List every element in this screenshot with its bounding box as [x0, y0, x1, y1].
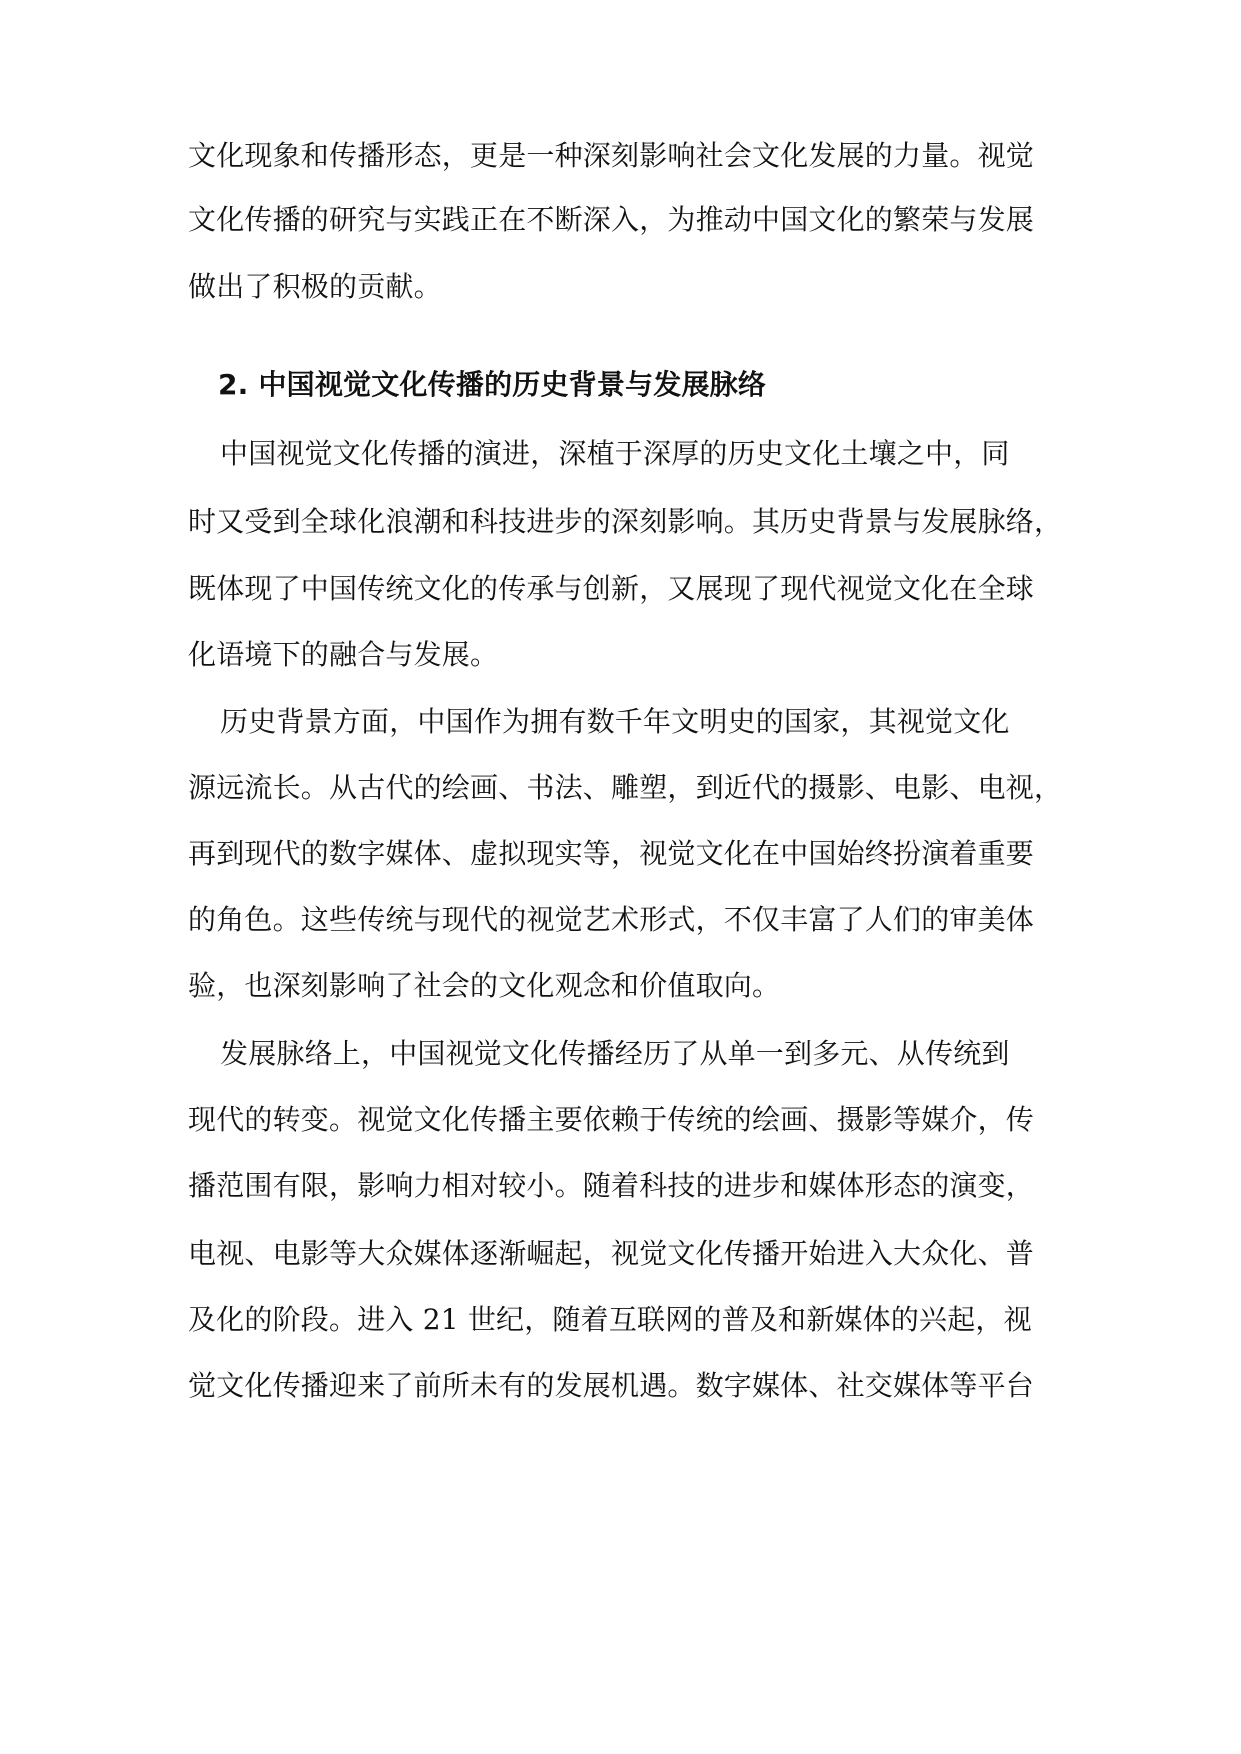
text-line: 现代的转变。视觉文化传播主要依赖于传统的绘画、摄影等媒介，传: [188, 1103, 1035, 1136]
paragraph-intro-continuation: [188, 139, 1052, 172]
text-line: 验，也深刻影响了社会的文化观念和价值取向。: [188, 969, 781, 1002]
paragraph-3-line-6: [188, 1369, 1052, 1402]
text-line: 源远流长。从古代的绘画、书法、雕塑，到近代的摄影、电影、电视，: [188, 771, 1063, 804]
paragraph-3-line-2: [188, 1103, 1052, 1136]
text-line: 电视、电影等大众媒体逐渐崛起，视觉文化传播开始进入大众化、普: [188, 1237, 1035, 1270]
text-line: 时又受到全球化浪潮和科技进步的深刻影响。其历史背景与发展脉络，: [188, 505, 1063, 538]
paragraph-3-line-5: [188, 1303, 1052, 1336]
text-line: 化语境下的融合与发展。: [188, 638, 499, 671]
paragraph-2-line-4: [188, 903, 1052, 936]
paragraph-1-line-3: [188, 572, 1052, 605]
paragraph-2-line-5: [188, 969, 1052, 1002]
text-line: 文化传播的研究与实践正在不断深入，为推动中国文化的繁荣与发展: [188, 203, 1035, 236]
paragraph-2-line-2: [188, 771, 1063, 804]
paragraph-1-line-1: [220, 437, 1084, 470]
text-line: 文化现象和传播形态，更是一种深刻影响社会文化发展的力量。视觉: [188, 139, 1035, 172]
text-line: 中国视觉文化传播的演进，深植于深厚的历史文化土壤之中，同: [220, 437, 1010, 470]
text-line: 既体现了中国传统文化的传承与创新，又展现了现代视觉文化在全球: [188, 572, 1035, 605]
text-line: 播范围有限，影响力相对较小。随着科技的进步和媒体形态的演变，: [188, 1169, 1035, 1202]
text-line: 及化的阶段。进入 21 世纪，随着互联网的普及和新媒体的兴起，视: [188, 1303, 1032, 1336]
paragraph-1-line-2: [188, 505, 1063, 538]
paragraph-intro-continuation-3: [188, 270, 1052, 303]
paragraph-2-line-3: [188, 837, 1052, 870]
paragraph-1-line-4: [188, 638, 1052, 671]
text-line: 发展脉络上，中国视觉文化传播经历了从单一到多元、从传统到: [220, 1037, 1010, 1070]
paragraph-intro-continuation-2: [188, 203, 1052, 236]
text-line: 历史背景方面，中国作为拥有数千年文明史的国家，其视觉文化: [220, 705, 1010, 738]
paragraph-3-line-1: [220, 1037, 1084, 1070]
text-line: 的角色。这些传统与现代的视觉艺术形式，不仅丰富了人们的审美体: [188, 903, 1035, 936]
paragraph-2-line-1: [220, 705, 1084, 738]
text-line: 觉文化传播迎来了前所未有的发展机遇。数字媒体、社交媒体等平台: [188, 1369, 1035, 1402]
text-line: 做出了积极的贡献。: [188, 270, 442, 303]
section-heading: [218, 368, 1082, 401]
paragraph-3-line-4: [188, 1237, 1052, 1270]
paragraph-3-line-3: [188, 1169, 1052, 1202]
text-line: 再到现代的数字媒体、虚拟现实等，视觉文化在中国始终扮演着重要: [188, 837, 1035, 870]
section-heading-text: 2. 中国视觉文化传播的历史背景与发展脉络: [218, 368, 767, 401]
